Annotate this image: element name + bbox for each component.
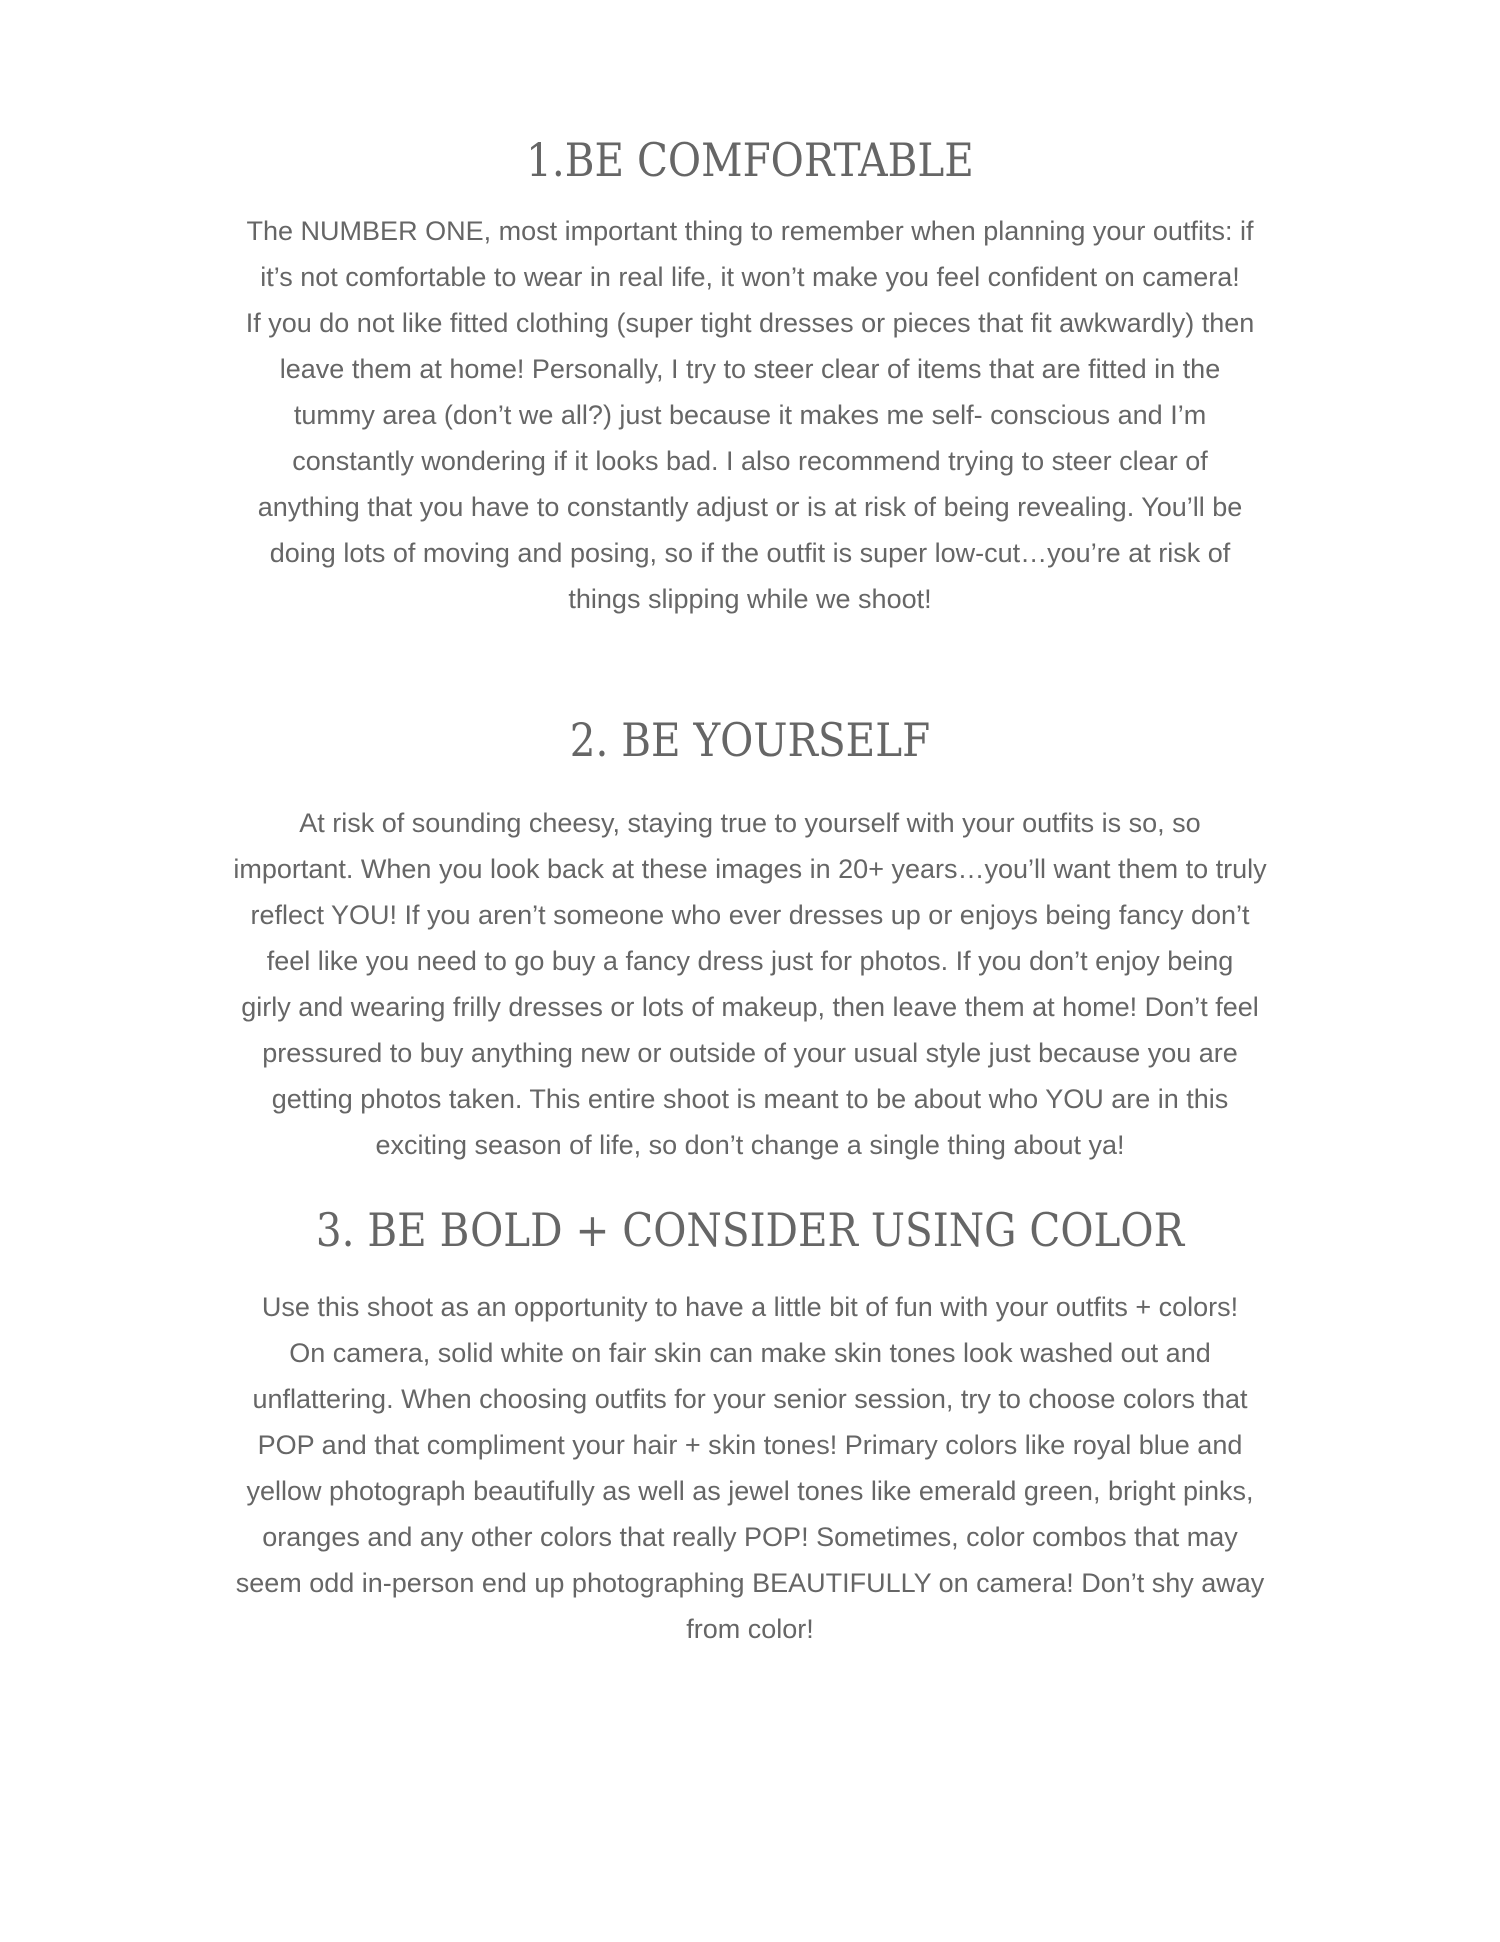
body-line: seem odd in-person end up photographing BEAUTIFULLY on camera! Don’t shy away: [235, 1568, 1265, 1598]
section-be-yourself: [160, 712, 1340, 1168]
section-body: [160, 208, 1340, 622]
body-line: exciting season of life, so don’t change a single thing about ya!: [375, 1130, 1125, 1160]
body-line: things slipping while we shoot!: [568, 584, 932, 614]
section-body: [160, 800, 1340, 1168]
body-line: On camera, solid white on fair skin can make skin tones look washed out and: [289, 1338, 1211, 1368]
body-line: Use this shoot as an opportunity to have a little bit of fun with your outfits + colors!: [261, 1292, 1239, 1322]
body-line: anything that you have to constantly adjust or is at risk of being revealing. You’ll be: [257, 492, 1243, 522]
body-line: doing lots of moving and posing, so if the outfit is super low-cut…you’re at risk of: [269, 538, 1231, 568]
body-line: oranges and any other colors that really POP! Sometimes, color combos that may: [262, 1522, 1238, 1552]
body-line: from color!: [686, 1614, 814, 1644]
body-line: important. When you look back at these images in 20+ years…you’ll want them to truly: [233, 854, 1267, 884]
section-body: [160, 1284, 1340, 1652]
body-line: POP and that compliment your hair + skin tones! Primary colors like royal blue and: [257, 1430, 1243, 1460]
body-line: getting photos taken. This entire shoot is meant to be about who YOU are in this: [271, 1084, 1229, 1114]
heading-wrap: [160, 712, 1340, 800]
body-line: yellow photograph beautifully as well as jewel tones like emerald green, bright pinks,: [246, 1476, 1254, 1506]
body-line: it’s not comfortable to wear in real life, it won’t make you feel confident on camera!: [260, 262, 1240, 292]
section-heading: 2. BE YOURSELF: [569, 713, 931, 767]
section-heading: 3. BE BOLD + CONSIDER USING COLOR: [315, 1203, 1185, 1257]
body-line: unflattering. When choosing outfits for your senior session, try to choose colors that: [252, 1384, 1248, 1414]
body-line: girly and wearing frilly dresses or lots of makeup, then leave them at home! Don’t feel: [241, 992, 1259, 1022]
heading-wrap: [160, 132, 1340, 208]
body-line: If you do not like fitted clothing (super tight dresses or pieces that fit awkwardly) then: [245, 308, 1255, 338]
section-be-bold: [160, 1202, 1340, 1652]
body-line: constantly wondering if it looks bad. I also recommend trying to steer clear of: [292, 446, 1208, 476]
heading-wrap: [160, 1202, 1340, 1284]
body-line: At risk of sounding cheesy, staying true to yourself with your outfits is so, so: [299, 808, 1201, 838]
body-line: reflect YOU! If you aren’t someone who ever dresses up or enjoys being fancy don’t: [250, 900, 1250, 930]
body-line: The NUMBER ONE, most important thing to remember when planning your outfits: if: [246, 216, 1254, 246]
body-line: tummy area (don’t we all?) just because it makes me self- conscious and I’m: [293, 400, 1207, 430]
body-line: leave them at home! Personally, I try to steer clear of items that are fitted in the: [279, 354, 1221, 384]
body-line: feel like you need to go buy a fancy dress just for photos. If you don’t enjoy being: [266, 946, 1234, 976]
section-be-comfortable: [160, 132, 1340, 622]
section-heading: 1.BE COMFORTABLE: [526, 133, 974, 187]
body-line: pressured to buy anything new or outside of your usual style just because you are: [262, 1038, 1238, 1068]
